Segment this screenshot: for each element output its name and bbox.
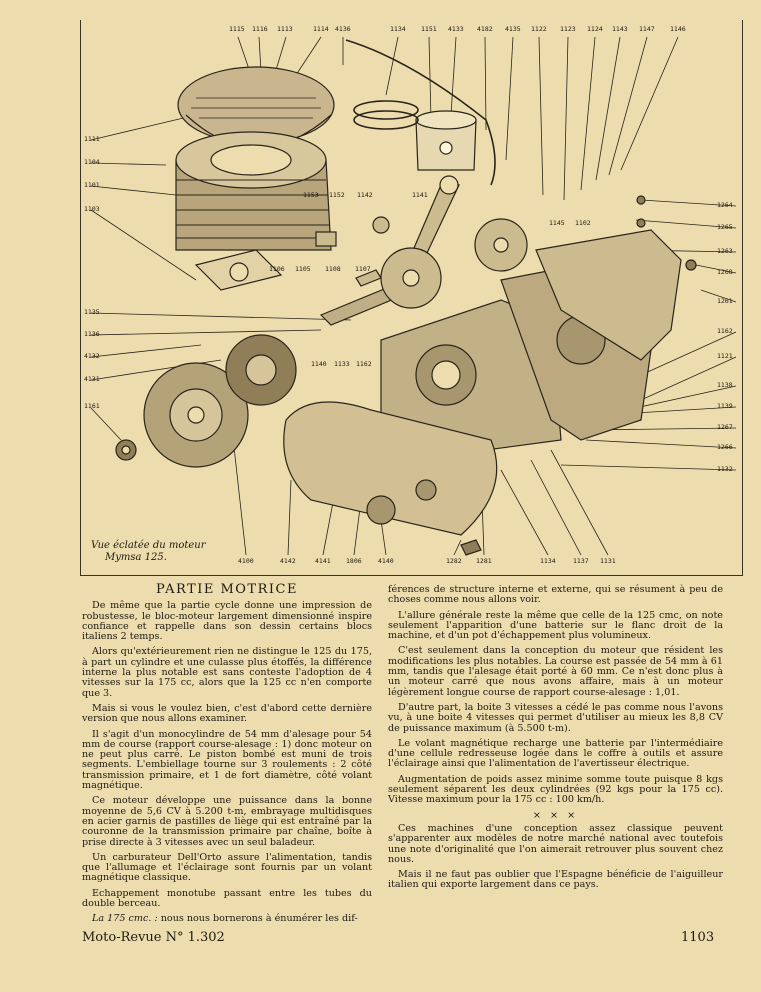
caption-line-2: Mymsa 125. — [105, 552, 167, 563]
part-label: 1261 — [717, 297, 733, 305]
part-label: 1136 — [84, 330, 100, 338]
part-label: 1134 — [390, 25, 406, 33]
part-label: 4182 — [477, 25, 493, 33]
part-label: 1145 — [549, 219, 565, 227]
paragraph: Mais il ne faut pas oublier que l'Espagne bénéficie de l'aiguilleur italien qui exporte largement dans ce pays. — [388, 869, 723, 891]
part-label: 1114 — [313, 25, 329, 33]
part-label: 1135 — [84, 308, 100, 316]
part-label: 1268 — [717, 268, 733, 276]
part-label: 1140 — [311, 360, 327, 368]
exploded-engine-figure — [80, 20, 743, 576]
paragraph-text: nous nous bornerons à énumérer les dif- — [157, 913, 358, 925]
paragraph: Alors qu'extérieurement rien ne distingue le 125 du 175, à part un cylindre et une culasse plus étoffés, la différence interne la plus notable est sans conteste l'adoption de 4 vitesses sur la 175 cc, alors que la 125 cc n'en comporte que 3. — [82, 646, 372, 699]
part-label: 1121 — [717, 352, 733, 360]
paragraph-lead: La 175 cmc. : — [92, 913, 158, 925]
part-label: 1102 — [575, 219, 591, 227]
paragraph: Ce moteur développe une puissance dans la bonne moyenne de 5,6 CV à 5.200 t-m, embrayage multidisques en acier garnis de pastilles de liège qui est entraîné par la couronne de la transmission primaire par chaîne, boîte à prise directe à 3 vitesses avec un seul baladeur. — [82, 795, 372, 848]
part-label: 4141 — [315, 557, 331, 565]
part-label: 1124 — [587, 25, 603, 33]
paragraph: férences de structure interne et externe, qui se résument à peu de choses comme nous allons voir. — [388, 584, 723, 606]
part-label: 1133 — [334, 360, 350, 368]
part-label: 1281 — [476, 557, 492, 565]
part-label: 4100 — [238, 557, 254, 565]
part-label: 1264 — [717, 201, 733, 209]
part-label: 4142 — [280, 557, 296, 565]
part-label: 1106 — [269, 265, 285, 273]
part-label: 1122 — [531, 25, 547, 33]
part-label: 4136 — [335, 25, 351, 33]
paragraph: L'allure générale reste la même que celle de la 125 cmc, on note seulement l'apparition d'une batterie sur le flanc droit de la machine, et d'un pot d'échappement plus volumineux. — [388, 609, 723, 642]
part-label: 1141 — [412, 191, 428, 199]
part-label: 1123 — [560, 25, 576, 33]
part-label: 1138 — [717, 381, 733, 389]
part-label: 1146 — [670, 25, 686, 33]
paragraph: Il s'agit d'un monocylindre de 54 mm d'alesage pour 54 mm de course (rapport course-alesage : 1) donc moteur on ne peut plus carré. Le piston bombé est muni de trois segments. L'embiellage tourne sur 3 roulements : 2 côté transmission primaire, et 1 de fort diamètre, côté volant magnétique. — [82, 728, 372, 792]
part-label: 1142 — [357, 191, 373, 199]
paragraph: Echappement monotube passant entre les tubes du double berceau. — [82, 887, 372, 910]
paragraph: Augmentation de poids assez minime somme toute puisque 8 kgs seulement séparent les deux cylindrées (92 kgs pour la 175 cc). Vitesse maximum pour la 175 cc : 100 km/h. — [388, 773, 723, 806]
part-label: 1107 — [355, 265, 371, 273]
part-label: 1132 — [717, 465, 733, 473]
page-number: 1103 — [681, 930, 715, 945]
part-label: 1152 — [329, 191, 345, 199]
part-label: 1282 — [446, 557, 462, 565]
caption-line-1: Vue éclatée du moteur — [91, 540, 206, 551]
part-label: 4140 — [378, 557, 394, 565]
figure-caption — [91, 540, 206, 564]
article-left-column — [82, 582, 372, 930]
paragraph — [82, 914, 372, 924]
part-label: 1267 — [717, 423, 733, 431]
part-label: 1263 — [717, 247, 733, 255]
part-label: 1161 — [84, 402, 100, 410]
part-label: 1103 — [84, 205, 100, 213]
part-label: 1147 — [639, 25, 655, 33]
part-label: 4131 — [84, 375, 100, 383]
paragraph: Un carburateur Dell'Orto assure l'alimentation, tandis que l'allumage et l'éclairage sont fournis par un volant magnétique classique. — [82, 851, 372, 884]
part-label: 1108 — [325, 265, 341, 273]
part-label: 1113 — [277, 25, 293, 33]
paragraph: C'est seulement dans la conception du moteur que résident les modifications les plus notables. La course est passée de 54 mm à 61 mm, tandis que l'alesage était porté à 60 mm. Ce n'est donc plus à un moteur carré que nous avons affaire, mais à un moteur légèrement longue course de rapport course-alesage : 1,01. — [388, 645, 723, 698]
part-label: 1131 — [600, 557, 616, 565]
part-label: 1153 — [303, 191, 319, 199]
part-label: 1115 — [229, 25, 245, 33]
part-label: 1139 — [717, 402, 733, 410]
engine-drawing — [81, 20, 742, 575]
part-label: 1134 — [540, 557, 556, 565]
part-label: 1266 — [717, 443, 733, 451]
paragraph: Mais si vous le voulez bien, c'est d'abord cette dernière version que nous allons examiner. — [82, 702, 372, 725]
part-label: 1101 — [84, 181, 100, 189]
paragraph: Ces machines d'une conception assez classique peuvent s'apparenter aux modèles de notre marché national avec toutefois une note d'originalité que l'on aimerait retrouver plus souvent chez nous. — [388, 822, 723, 865]
part-label: 1806 — [346, 557, 362, 565]
section-separator: × × × — [532, 809, 579, 821]
paragraph: D'autre part, la boite 3 vitesses a cédé le pas comme nous l'avons vu, à une boite 4 vitesses qui permet d'utiliser au mieux les 8,8 CV de puissance maximum (à 5.500 t-m). — [388, 701, 723, 734]
part-label: 1265 — [717, 223, 733, 231]
part-label: 1105 — [295, 265, 311, 273]
article-right-column — [388, 585, 723, 896]
section-title: PARTIE MOTRICE — [156, 582, 298, 597]
part-label: 1151 — [421, 25, 437, 33]
paragraph: Le volant magnétique recharge une batterie par l'intermédiaire d'une cellule redresseuse logée dans le coffre à outils et assure l'éclairage ainsi que l'alimentation de l'avertisseur électrique. — [388, 737, 723, 770]
part-label: 1137 — [573, 557, 589, 565]
part-label: 1162 — [717, 327, 733, 335]
part-label: 4135 — [505, 25, 521, 33]
paragraph: De même que la partie cycle donne une impression de robustesse, le bloc-moteur largement dimensionné inspire confiance et rappelle dans son dessin certains blocs italiens 2 temps. — [82, 600, 372, 643]
part-label: 1111 — [84, 135, 100, 143]
part-label: 1143 — [612, 25, 628, 33]
part-label: 1162 — [356, 360, 372, 368]
part-label: 4132 — [84, 352, 100, 360]
footer-publication: Moto-Revue N° 1.302 — [82, 930, 225, 945]
part-label: 1104 — [84, 158, 100, 166]
part-label: 1116 — [252, 25, 268, 33]
part-label: 4133 — [448, 25, 464, 33]
